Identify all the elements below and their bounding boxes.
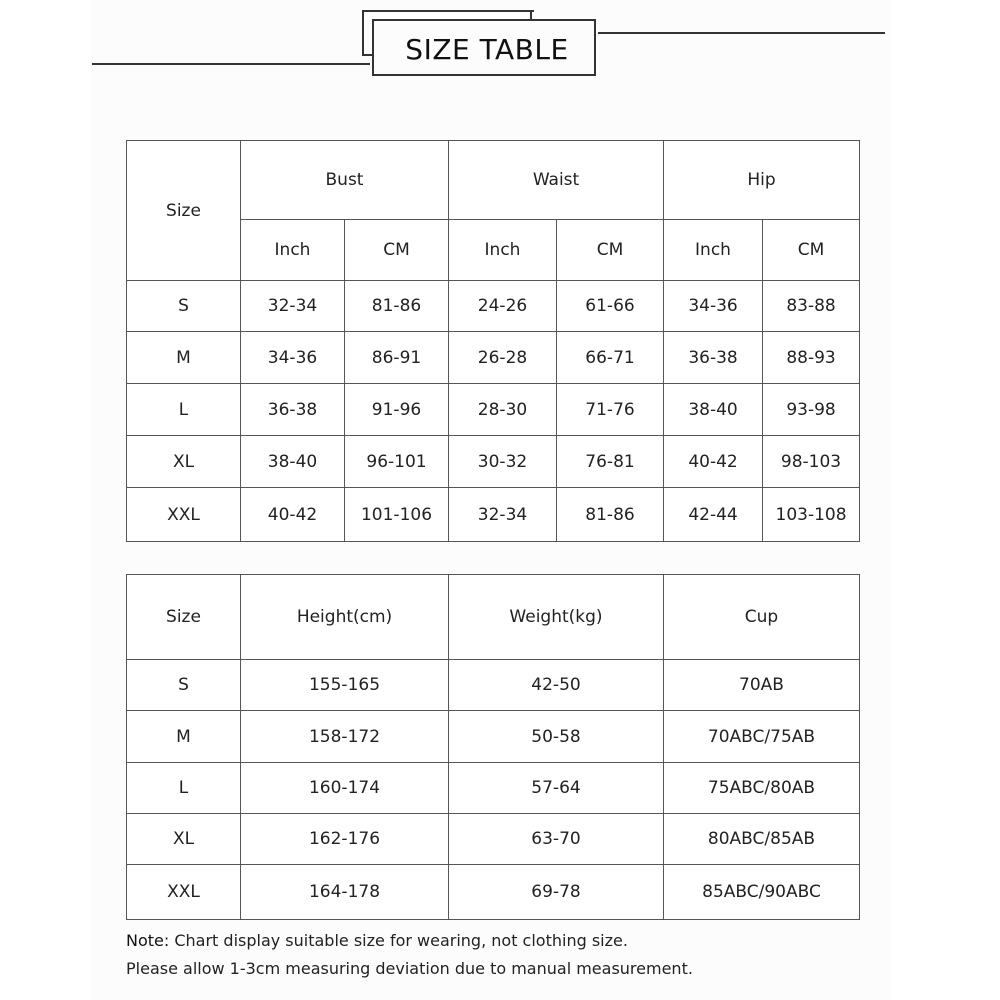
table-row	[127, 281, 860, 332]
note-text-1: Chart display suitable size for wearing, not clothing size.	[169, 931, 628, 950]
size-cell: S	[127, 281, 241, 332]
table-cell: 101-106	[345, 488, 449, 542]
group-header-bust: Bust	[241, 141, 449, 220]
unit-header: CM	[345, 220, 449, 281]
table-cell: 30-32	[449, 436, 557, 488]
cup-cell: 70AB	[664, 660, 860, 711]
title-frame	[372, 19, 596, 76]
size-cell: XXL	[127, 488, 241, 542]
size-cell: XL	[127, 436, 241, 488]
table-cell: 96-101	[345, 436, 449, 488]
table-cell: 91-96	[345, 384, 449, 436]
height-cell: 158-172	[241, 711, 449, 763]
table-cell: 34-36	[664, 281, 763, 332]
table-row	[127, 660, 860, 711]
size-header: Size	[127, 575, 241, 660]
height-cell: 155-165	[241, 660, 449, 711]
table-cell: 36-38	[241, 384, 345, 436]
table-cell: 81-86	[345, 281, 449, 332]
cup-cell: 70ABC/75AB	[664, 711, 860, 763]
weight-cell: 69-78	[449, 865, 664, 920]
table-row	[127, 814, 860, 865]
table-cell: 93-98	[763, 384, 860, 436]
table-cell: 36-38	[664, 332, 763, 384]
note-line-1	[126, 931, 628, 950]
table-cell: 88-93	[763, 332, 860, 384]
table-cell: 66-71	[557, 332, 664, 384]
size-cell: XL	[127, 814, 241, 865]
table-row	[127, 332, 860, 384]
table-cell: 32-34	[449, 488, 557, 542]
table-cell: 24-26	[449, 281, 557, 332]
title-rule-right	[598, 32, 885, 34]
measurements-table	[126, 140, 860, 542]
height-cell: 162-176	[241, 814, 449, 865]
table-cell: 76-81	[557, 436, 664, 488]
cup-cell: 80ABC/85AB	[664, 814, 860, 865]
title-rule-left	[92, 63, 370, 65]
table-cell: 40-42	[664, 436, 763, 488]
table-row	[127, 488, 860, 542]
size-header: Size	[127, 141, 241, 281]
weight-cell: 63-70	[449, 814, 664, 865]
table-cell: 81-86	[557, 488, 664, 542]
size-cell: XXL	[127, 865, 241, 920]
table-cell: 38-40	[241, 436, 345, 488]
table-row	[127, 763, 860, 814]
unit-header: CM	[763, 220, 860, 281]
weight-header: Weight(kg)	[449, 575, 664, 660]
unit-header: Inch	[241, 220, 345, 281]
table-cell: 98-103	[763, 436, 860, 488]
note-label: Note:	[126, 931, 170, 950]
height-cell: 160-174	[241, 763, 449, 814]
table-row	[127, 711, 860, 763]
table-row	[127, 436, 860, 488]
table-cell: 83-88	[763, 281, 860, 332]
table-cell: 40-42	[241, 488, 345, 542]
title-frame-back-foot	[362, 54, 372, 56]
size-cell: M	[127, 332, 241, 384]
cup-cell: 75ABC/80AB	[664, 763, 860, 814]
note-line-2	[126, 959, 693, 978]
table-cell: 38-40	[664, 384, 763, 436]
group-header-hip: Hip	[664, 141, 860, 220]
table-cell: 28-30	[449, 384, 557, 436]
table-cell: 42-44	[664, 488, 763, 542]
weight-cell: 57-64	[449, 763, 664, 814]
size-cell: S	[127, 660, 241, 711]
size-cell: M	[127, 711, 241, 763]
table-row	[127, 384, 860, 436]
weight-cell: 50-58	[449, 711, 664, 763]
body-size-table	[126, 574, 860, 920]
table-cell: 61-66	[557, 281, 664, 332]
group-header-waist: Waist	[449, 141, 664, 220]
cup-cell: 85ABC/90ABC	[664, 865, 860, 920]
unit-header: CM	[557, 220, 664, 281]
unit-header: Inch	[664, 220, 763, 281]
table-cell: 32-34	[241, 281, 345, 332]
size-cell: L	[127, 763, 241, 814]
table-cell: 26-28	[449, 332, 557, 384]
size-cell: L	[127, 384, 241, 436]
table-row	[127, 865, 860, 920]
table-cell: 34-36	[241, 332, 345, 384]
height-cell: 164-178	[241, 865, 449, 920]
table-cell: 86-91	[345, 332, 449, 384]
unit-header: Inch	[449, 220, 557, 281]
height-header: Height(cm)	[241, 575, 449, 660]
weight-cell: 42-50	[449, 660, 664, 711]
cup-header: Cup	[664, 575, 860, 660]
note-text-2: Please allow 1-3cm measuring deviation due to manual measurement.	[126, 959, 693, 978]
table-cell: 103-108	[763, 488, 860, 542]
page-title: SIZE TABLE	[405, 33, 569, 66]
table-cell: 71-76	[557, 384, 664, 436]
